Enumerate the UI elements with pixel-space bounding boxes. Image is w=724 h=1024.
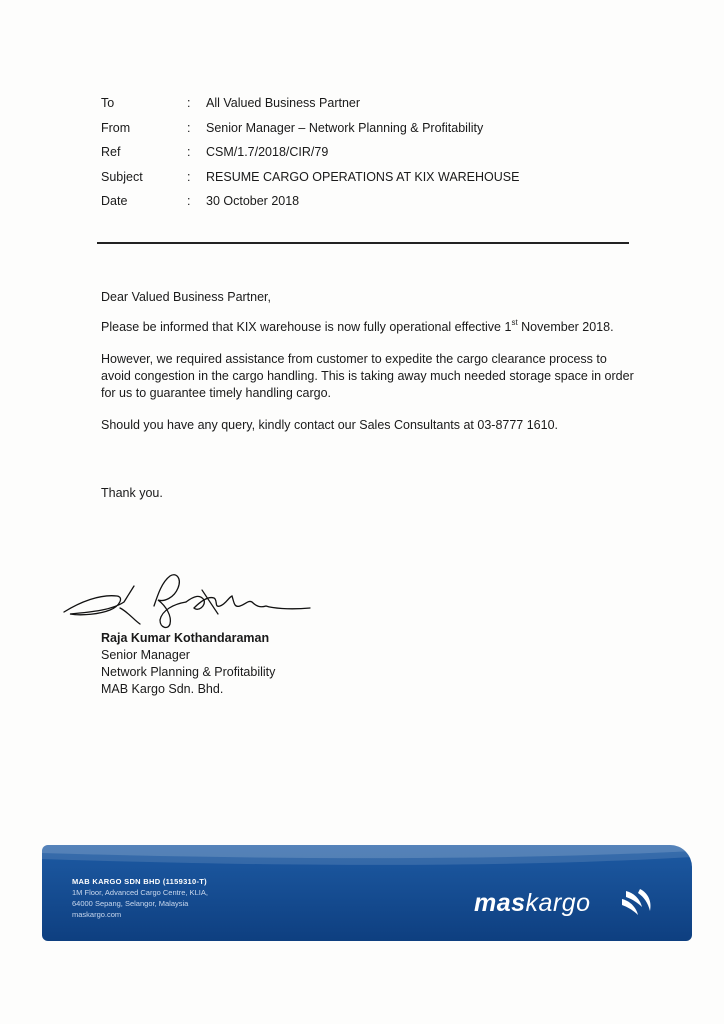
kite-logo-icon xyxy=(620,885,654,919)
memo-colon: : xyxy=(187,145,191,159)
footer-company-name: MAB KARGO SDN BHD (1159310-T) xyxy=(72,877,207,886)
footer-address-line2: 64000 Sepang, Selangor, Malaysia xyxy=(72,899,189,908)
signatory-company: MAB Kargo Sdn. Bhd. xyxy=(101,682,224,696)
memo-colon: : xyxy=(187,169,191,184)
signatory-block xyxy=(101,630,275,698)
paragraph-operational-text: Please be informed that KIX warehouse is now fully operational effective 1 xyxy=(101,320,512,334)
memo-from-label: From xyxy=(101,120,131,135)
maskargo-logo-text xyxy=(474,889,591,918)
memo-date-label: Date xyxy=(101,194,128,208)
memo-colon: : xyxy=(187,194,191,208)
memo-subject-label: Subject xyxy=(101,169,143,184)
paragraph-contact: Should you have any query, kindly contact our Sales Consultants at 03-8777 1610. xyxy=(101,418,559,432)
footer-website-link[interactable]: maskargo.com xyxy=(72,910,122,919)
memo-ref-value: CSM/1.7/2018/CIR/79 xyxy=(206,145,329,159)
memo-ref-label: Ref xyxy=(101,145,121,159)
memo-to-value: All Valued Business Partner xyxy=(206,96,361,110)
header-divider xyxy=(97,242,629,244)
footer-address-line1: 1M Floor, Advanced Cargo Centre, KLIA, xyxy=(72,888,208,897)
handwritten-signature xyxy=(62,572,322,638)
memo-from-value: Senior Manager – Network Planning & Profitability xyxy=(206,120,484,135)
signatory-department: Network Planning & Profitability xyxy=(101,665,276,679)
memo-subject-value: RESUME CARGO OPERATIONS AT KIX WAREHOUSE xyxy=(206,169,520,184)
signatory-name: Raja Kumar Kothandaraman xyxy=(101,631,270,645)
logo-kargo: kargo xyxy=(525,889,591,917)
closing: Thank you. xyxy=(101,486,163,500)
logo-mas: mas xyxy=(474,889,526,917)
signatory-title: Senior Manager xyxy=(101,648,190,662)
letterhead-footer xyxy=(42,845,692,941)
memo-date-value: 30 October 2018 xyxy=(206,194,300,208)
ordinal-suffix: st xyxy=(511,318,518,327)
salutation: Dear Valued Business Partner, xyxy=(101,290,272,304)
memo-colon: : xyxy=(187,96,191,110)
paragraph-operational-date: November 2018. xyxy=(517,320,614,334)
footer-address xyxy=(72,876,208,920)
paragraph-assistance: However, we required assistance from customer to expedite the cargo clearance process to avoid congestion in the cargo handling. This is taking away much needed storage space in order for us to guarantee timely handling cargo. xyxy=(101,352,634,400)
memo-to-label: To xyxy=(101,96,115,110)
paragraph-operational xyxy=(101,319,636,336)
memo-colon: : xyxy=(187,120,191,135)
footer-wave-decoration xyxy=(42,845,692,875)
